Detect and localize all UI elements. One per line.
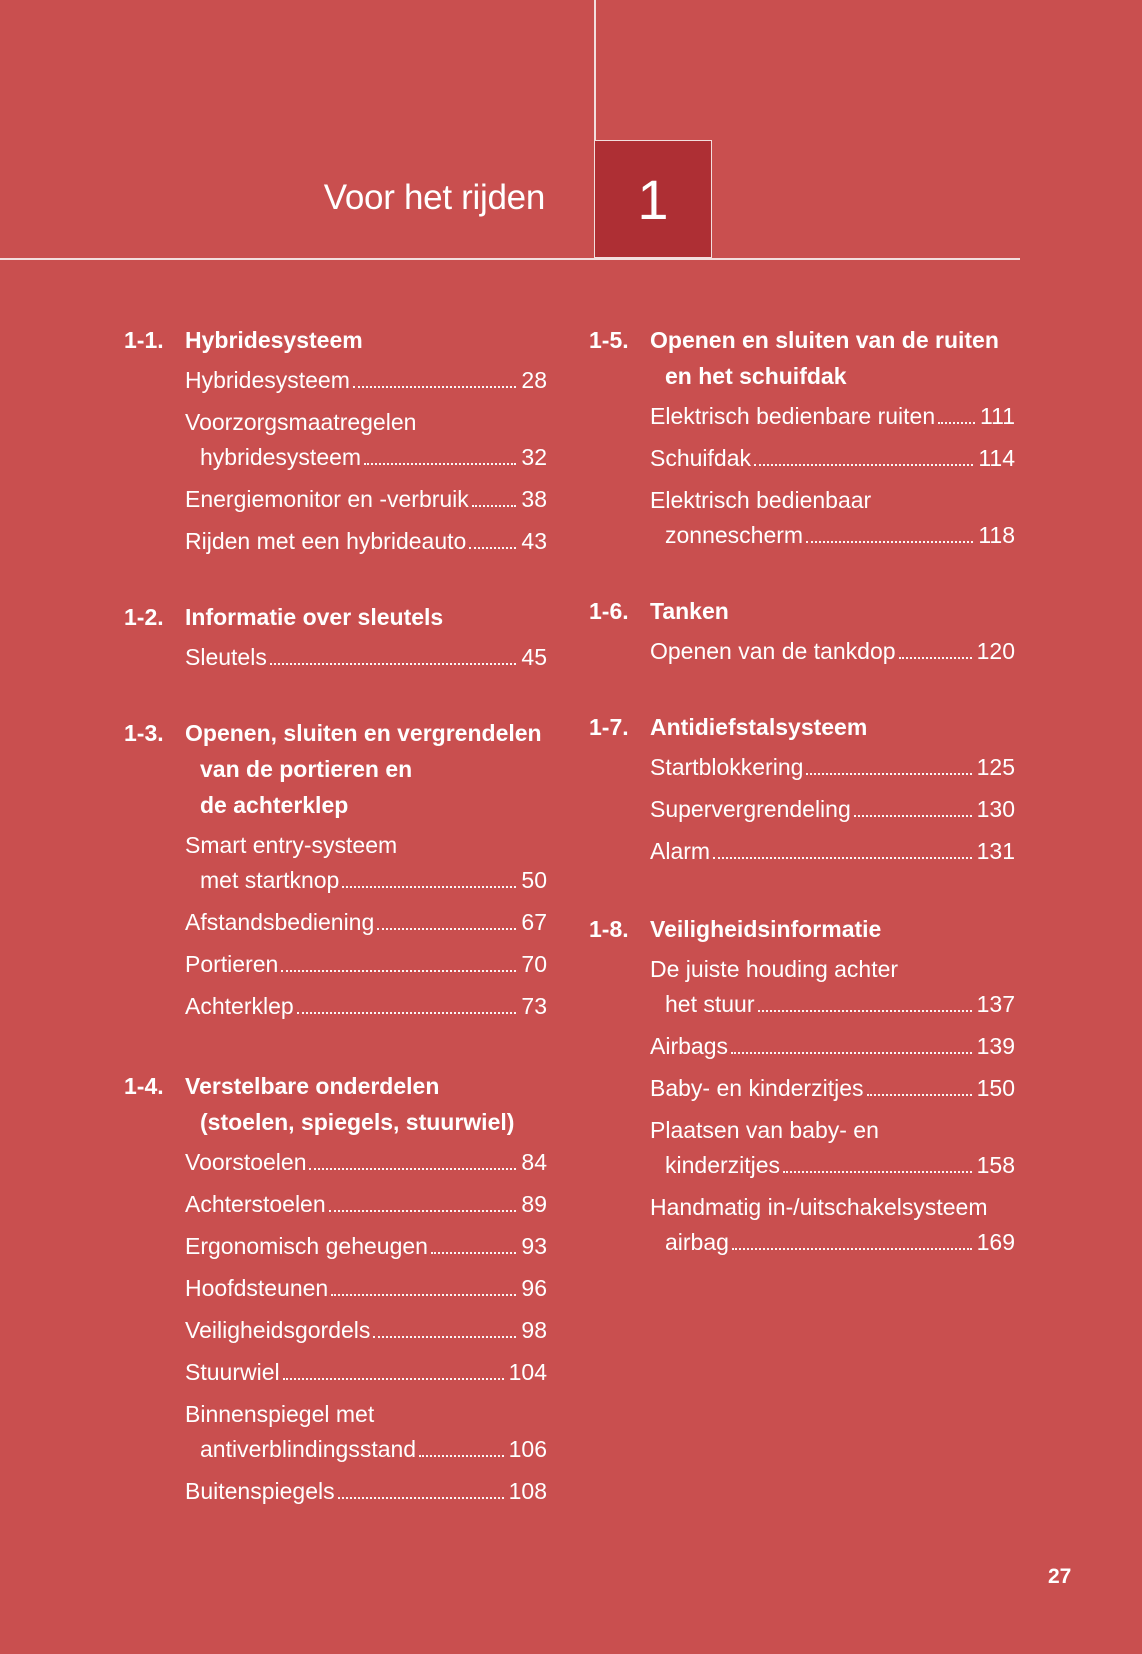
section-number: 1-4. [124, 1073, 164, 1099]
toc-entry-row [185, 863, 547, 898]
toc-page-number: 104 [508, 1359, 547, 1385]
toc-entry-line: Handmatig in-/uitschakelsysteem [650, 1194, 988, 1220]
toc-entry-text: Hybridesysteem [185, 367, 350, 393]
section-title-line: de achterklep [200, 792, 349, 818]
toc-entry-text: Baby- en kinderzitjes [650, 1075, 864, 1101]
toc-entry-text: Stuurwiel [185, 1359, 280, 1385]
toc-page-number: 114 [978, 445, 1015, 471]
section-title [185, 1068, 547, 1140]
toc-entry-line: Binnenspiegel met [185, 1401, 375, 1427]
toc-entry-text: antiverblindingsstand [200, 1436, 417, 1462]
section-number: 1-5. [589, 327, 629, 353]
toc-section [589, 322, 1015, 553]
toc-entry-row [185, 1271, 547, 1306]
section-entries [650, 750, 1015, 869]
toc-section [124, 322, 547, 559]
toc-entry[interactable] [650, 792, 1015, 827]
toc-page-number: 84 [521, 1149, 547, 1175]
toc-page-number: 158 [976, 1152, 1015, 1178]
section-entries [650, 952, 1015, 1260]
toc-entry[interactable] [650, 952, 1015, 1022]
section-title-line: Openen en sluiten van de ruiten [650, 327, 999, 353]
toc-entry-row [185, 1474, 547, 1509]
section-title [650, 593, 1015, 629]
dot-leader [806, 541, 973, 543]
toc-entry-row [185, 905, 547, 940]
header-vertical-rule [594, 0, 596, 140]
toc-entry-row [650, 518, 1015, 553]
toc-entry[interactable] [650, 634, 1015, 669]
toc-entry[interactable] [185, 405, 547, 475]
toc-entry[interactable] [650, 1190, 1015, 1260]
dot-leader [364, 463, 516, 465]
toc-page-number: 43 [521, 528, 547, 554]
toc-page-number: 70 [521, 951, 547, 977]
toc-section [589, 593, 1015, 669]
toc-entry[interactable] [650, 834, 1015, 869]
toc-entry[interactable] [650, 750, 1015, 785]
dot-leader [297, 1012, 517, 1014]
toc-entry-line: Voorzorgsmaatregelen [185, 409, 417, 435]
toc-entry-row [185, 440, 547, 475]
toc-entry-text: met startknop [200, 867, 340, 893]
toc-entry-text: Portieren [185, 951, 279, 977]
toc-entry-row [650, 1148, 1015, 1183]
toc-page-number: 93 [521, 1233, 547, 1259]
toc-entry[interactable] [185, 1313, 547, 1348]
toc-entry-text: hybridesysteem [200, 444, 362, 470]
toc-entry[interactable] [650, 399, 1015, 434]
section-title [650, 911, 1015, 947]
toc-entry-row [185, 1313, 547, 1348]
toc-entry-text: Schuifdak [650, 445, 752, 471]
dot-leader [469, 547, 516, 549]
section-title-line: Veiligheidsinformatie [650, 916, 882, 942]
section-title [650, 322, 1015, 394]
section-number: 1-7. [589, 714, 629, 740]
dot-leader [309, 1168, 516, 1170]
section-entries [185, 363, 547, 559]
dot-leader [373, 1336, 516, 1338]
toc-page-number: 131 [976, 838, 1015, 864]
toc-page-number: 108 [508, 1478, 547, 1504]
toc-entry-text: airbag [665, 1229, 729, 1255]
dot-leader [806, 773, 971, 775]
section-title-line: Hybridesysteem [185, 327, 363, 353]
toc-entry-text: kinderzitjes [665, 1152, 781, 1178]
dot-leader [754, 464, 973, 466]
toc-entry[interactable] [185, 524, 547, 559]
toc-entry[interactable] [185, 1145, 547, 1180]
toc-entry-row [650, 987, 1015, 1022]
toc-page-number: 150 [976, 1075, 1015, 1101]
dot-leader [281, 970, 516, 972]
toc-entry-row [650, 792, 1015, 827]
toc-entry-line: De juiste houding achter [650, 956, 899, 982]
section-title [650, 709, 1015, 745]
toc-page-number: 106 [508, 1436, 547, 1462]
section-entries [650, 399, 1015, 553]
toc-page-number: 28 [521, 367, 547, 393]
toc-section [124, 715, 547, 1024]
toc-entry-row [185, 640, 547, 675]
toc-entry-row [185, 482, 547, 517]
toc-entry-row [650, 1225, 1015, 1260]
dot-leader [377, 928, 516, 930]
section-entries [185, 640, 547, 675]
toc-entry-text: Sleutels [185, 644, 267, 670]
toc-entry-text: Supervergrendeling [650, 796, 851, 822]
toc-entry-text: Afstandsbediening [185, 909, 375, 935]
dot-leader [854, 815, 972, 817]
toc-entry[interactable] [185, 1187, 547, 1222]
toc-page-number: 169 [976, 1229, 1015, 1255]
section-title-line: van de portieren en [200, 756, 413, 782]
section-entries [650, 634, 1015, 669]
toc-page-number: 32 [521, 444, 547, 470]
dot-leader [472, 505, 517, 507]
toc-entry[interactable] [650, 441, 1015, 476]
dot-leader [338, 1497, 504, 1499]
toc-page-number: 111 [980, 403, 1015, 429]
section-title [185, 715, 547, 823]
toc-entry-row [650, 1029, 1015, 1064]
toc-entry-text: Achterstoelen [185, 1191, 326, 1217]
toc-entry-text: Hoofdsteunen [185, 1275, 329, 1301]
toc-page-number: 118 [978, 522, 1015, 548]
toc-entry-line: Plaatsen van baby- en [650, 1117, 879, 1143]
toc-entry-row [650, 634, 1015, 669]
section-title [185, 322, 547, 358]
toc-entry-row [185, 363, 547, 398]
section-title-line: Verstelbare onderdelen [185, 1073, 440, 1099]
toc-page-number: 67 [521, 909, 547, 935]
toc-page-number: 120 [976, 638, 1015, 664]
section-title-line: en het schuifdak [665, 363, 847, 389]
toc-entry-text: Achterklep [185, 993, 294, 1019]
section-title-line: Antidiefstalsysteem [650, 714, 868, 740]
toc-section [589, 911, 1015, 1260]
toc-entry-text: zonnescherm [665, 522, 804, 548]
toc-entry-text: Energiemonitor en -verbruik [185, 486, 469, 512]
toc-entry-row [185, 947, 547, 982]
toc-entry[interactable] [650, 1029, 1015, 1064]
dot-leader [270, 663, 517, 665]
toc-entry-row [650, 399, 1015, 434]
toc-entry-text: Buitenspiegels [185, 1478, 335, 1504]
toc-page-number: 50 [521, 867, 547, 893]
dot-leader [342, 886, 516, 888]
section-title-line: Tanken [650, 598, 729, 624]
toc-page-number: 130 [976, 796, 1015, 822]
dot-leader [899, 657, 972, 659]
toc-page-number: 38 [521, 486, 547, 512]
section-title-line: Informatie over sleutels [185, 604, 444, 630]
toc-entry-text: Voorstoelen [185, 1149, 307, 1175]
toc-entry-text: Airbags [650, 1033, 728, 1059]
dot-leader [353, 386, 517, 388]
dot-leader [331, 1294, 516, 1296]
toc-entry[interactable] [185, 1474, 547, 1509]
toc-page-number: 137 [976, 991, 1015, 1017]
toc-section [589, 709, 1015, 869]
toc-page-number: 45 [521, 644, 547, 670]
toc-entry-text: het stuur [665, 991, 755, 1017]
toc-entry-row [185, 1355, 547, 1390]
chapter-title: Voor het rijden [323, 178, 545, 217]
toc-page-number: 96 [521, 1275, 547, 1301]
toc-entry[interactable] [185, 363, 547, 398]
header-horizontal-rule [0, 258, 1020, 260]
dot-leader [938, 422, 975, 424]
section-number: 1-1. [124, 327, 164, 353]
section-number: 1-2. [124, 604, 164, 630]
toc-entry-text: Elektrisch bedienbare ruiten [650, 403, 936, 429]
toc-entry[interactable] [185, 989, 547, 1024]
dot-leader [731, 1052, 972, 1054]
dot-leader [329, 1210, 517, 1212]
page-number: 27 [1048, 1565, 1072, 1588]
section-entries [185, 1145, 547, 1509]
chapter-number: 1 [637, 167, 669, 231]
toc-entry[interactable] [185, 1355, 547, 1390]
toc-entry-row [185, 1145, 547, 1180]
dot-leader [419, 1455, 504, 1457]
toc-entry-row [185, 524, 547, 559]
toc-entry-text: Ergonomisch geheugen [185, 1233, 428, 1259]
chapter-number-box [594, 140, 712, 258]
section-title-line: (stoelen, spiegels, stuurwiel) [200, 1109, 515, 1135]
section-title-line: Openen, sluiten en vergrendelen [185, 720, 542, 746]
toc-entry[interactable] [185, 1397, 547, 1467]
toc-entry-row [650, 1071, 1015, 1106]
toc-entry[interactable] [185, 482, 547, 517]
toc-entry-row [650, 441, 1015, 476]
dot-leader [431, 1252, 516, 1254]
toc-entry-text: Startblokkering [650, 754, 804, 780]
section-entries [185, 828, 547, 1024]
toc-entry[interactable] [650, 1113, 1015, 1183]
toc-entry[interactable] [650, 1071, 1015, 1106]
toc-entry-line: Elektrisch bedienbaar [650, 487, 872, 513]
toc-entry-text: Alarm [650, 838, 711, 864]
toc-section [124, 599, 547, 675]
section-title [185, 599, 547, 635]
toc-entry-line: Smart entry-systeem [185, 832, 398, 858]
toc-entry[interactable] [185, 640, 547, 675]
dot-leader [758, 1010, 972, 1012]
toc-entry-row [185, 1432, 547, 1467]
toc-page-number: 139 [976, 1033, 1015, 1059]
toc-entry[interactable] [185, 1229, 547, 1264]
toc-page-number: 89 [521, 1191, 547, 1217]
toc-column-left [124, 322, 547, 1516]
toc-entry-row [185, 989, 547, 1024]
toc-entry-text: Openen van de tankdop [650, 638, 896, 664]
toc-section [124, 1068, 547, 1509]
section-number: 1-3. [124, 720, 164, 746]
toc-column-right [589, 322, 1015, 1267]
toc-page-number: 73 [521, 993, 547, 1019]
dot-leader [783, 1171, 972, 1173]
toc-entry-row [650, 834, 1015, 869]
toc-entry-text: Rijden met een hybrideauto [185, 528, 467, 554]
toc-entry-text: Veiligheidsgordels [185, 1317, 371, 1343]
toc-entry[interactable] [185, 1271, 547, 1306]
dot-leader [732, 1248, 972, 1250]
dot-leader [867, 1094, 972, 1096]
section-number: 1-6. [589, 598, 629, 624]
dot-leader [713, 857, 972, 859]
dot-leader [283, 1378, 504, 1380]
toc-entry[interactable] [185, 828, 547, 898]
toc-page-number: 125 [976, 754, 1015, 780]
toc-entry-row [185, 1187, 547, 1222]
toc-entry[interactable] [650, 483, 1015, 553]
toc-entry-row [650, 750, 1015, 785]
toc-page-number: 98 [521, 1317, 547, 1343]
section-number: 1-8. [589, 916, 629, 942]
toc-entry[interactable] [185, 947, 547, 982]
toc-entry[interactable] [185, 905, 547, 940]
toc-entry-row [185, 1229, 547, 1264]
